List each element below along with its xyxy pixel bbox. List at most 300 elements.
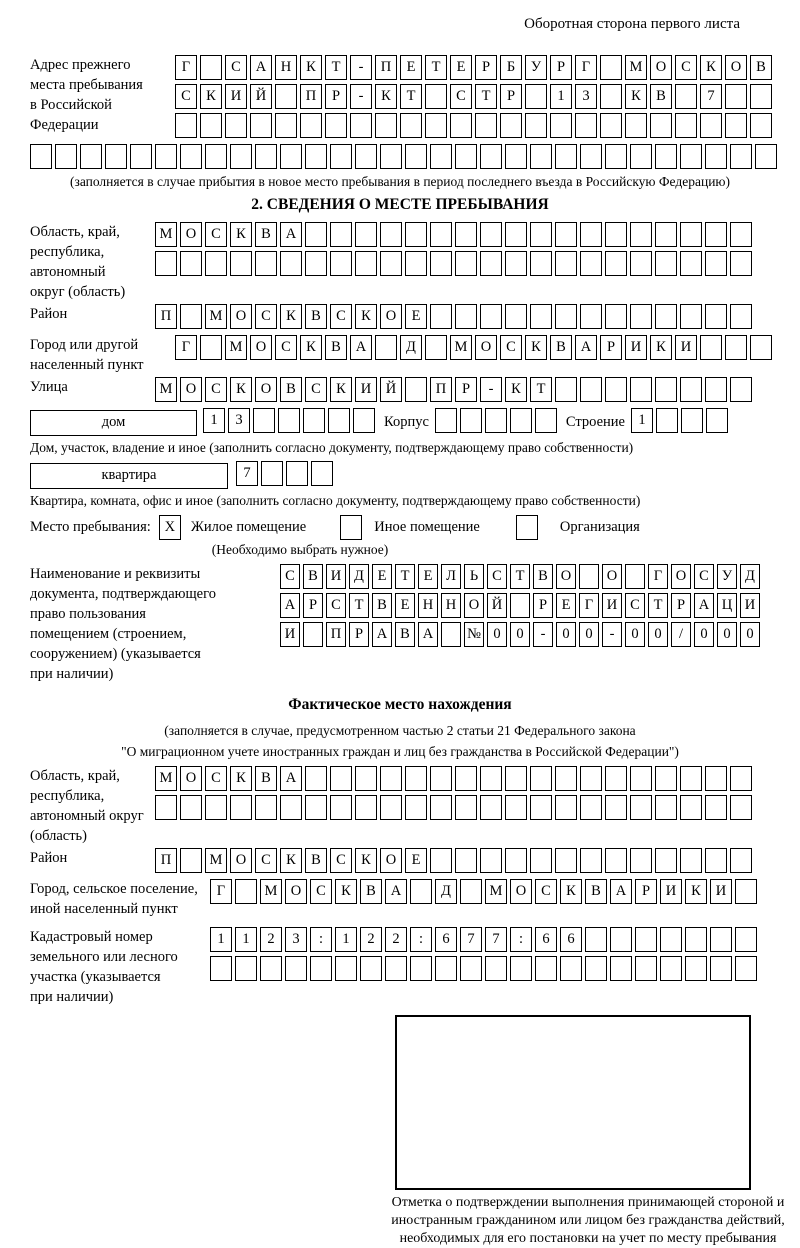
char-cell[interactable]: В	[585, 879, 607, 904]
char-cell[interactable]: №	[464, 622, 484, 647]
char-cell[interactable]: С	[326, 593, 346, 618]
char-cell[interactable]	[280, 251, 302, 276]
char-cell[interactable]: Г	[175, 335, 197, 360]
char-cell[interactable]: Р	[349, 622, 369, 647]
char-cell[interactable]	[255, 144, 277, 169]
char-cell[interactable]: 3	[575, 84, 597, 109]
char-cell[interactable]	[750, 84, 772, 109]
char-cell[interactable]	[630, 222, 652, 247]
char-cell[interactable]	[480, 222, 502, 247]
char-cell[interactable]	[380, 766, 402, 791]
char-cell[interactable]: К	[230, 766, 252, 791]
char-cell[interactable]: С	[255, 848, 277, 873]
char-cell[interactable]: К	[200, 84, 222, 109]
char-cell[interactable]	[305, 251, 327, 276]
char-cell[interactable]: С	[305, 377, 327, 402]
char-cell[interactable]	[705, 251, 727, 276]
char-cell[interactable]: Р	[455, 377, 477, 402]
char-cell[interactable]	[580, 222, 602, 247]
char-cell[interactable]	[410, 956, 432, 981]
char-cell[interactable]	[155, 144, 177, 169]
char-cell[interactable]	[305, 144, 327, 169]
char-cell[interactable]: О	[230, 848, 252, 873]
char-cell[interactable]: Н	[275, 55, 297, 80]
char-cell[interactable]	[480, 251, 502, 276]
char-cell[interactable]: 0	[740, 622, 760, 647]
char-cell[interactable]	[275, 84, 297, 109]
char-cell[interactable]	[655, 222, 677, 247]
char-cell[interactable]	[105, 144, 127, 169]
char-cell[interactable]: А	[280, 766, 302, 791]
char-cell[interactable]	[30, 144, 52, 169]
char-cell[interactable]: В	[325, 335, 347, 360]
char-cell[interactable]	[285, 956, 307, 981]
char-cell[interactable]	[385, 956, 407, 981]
char-cell[interactable]: 0	[487, 622, 507, 647]
char-cell[interactable]	[250, 113, 272, 138]
char-cell[interactable]: Г	[579, 593, 599, 618]
char-cell[interactable]: Й	[380, 377, 402, 402]
char-cell[interactable]: Г	[575, 55, 597, 80]
char-cell[interactable]: 0	[717, 622, 737, 647]
char-cell[interactable]	[660, 927, 682, 952]
char-cell[interactable]	[280, 795, 302, 820]
char-cell[interactable]	[630, 304, 652, 329]
char-cell[interactable]: -	[350, 55, 372, 80]
char-cell[interactable]	[580, 848, 602, 873]
char-cell[interactable]	[580, 377, 602, 402]
char-cell[interactable]	[555, 144, 577, 169]
char-cell[interactable]: С	[310, 879, 332, 904]
char-cell[interactable]	[656, 408, 678, 433]
char-cell[interactable]: Ь	[464, 564, 484, 589]
char-cell[interactable]	[286, 461, 308, 486]
char-cell[interactable]: О	[255, 377, 277, 402]
char-cell[interactable]: О	[602, 564, 622, 589]
char-cell[interactable]: 0	[556, 622, 576, 647]
char-cell[interactable]: Н	[418, 593, 438, 618]
char-cell[interactable]: Д	[349, 564, 369, 589]
char-cell[interactable]	[555, 848, 577, 873]
char-cell[interactable]: М	[155, 222, 177, 247]
char-cell[interactable]: Н	[441, 593, 461, 618]
char-cell[interactable]	[705, 304, 727, 329]
char-cell[interactable]: А	[372, 622, 392, 647]
char-cell[interactable]: Т	[530, 377, 552, 402]
char-cell[interactable]	[605, 222, 627, 247]
char-cell[interactable]	[355, 795, 377, 820]
char-cell[interactable]	[350, 113, 372, 138]
char-cell[interactable]: С	[330, 848, 352, 873]
char-cell[interactable]: Т	[648, 593, 668, 618]
char-cell[interactable]: П	[430, 377, 452, 402]
char-cell[interactable]: С	[275, 335, 297, 360]
char-cell[interactable]	[405, 144, 427, 169]
char-cell[interactable]	[605, 144, 627, 169]
char-cell[interactable]	[730, 144, 752, 169]
char-cell[interactable]: И	[675, 335, 697, 360]
char-cell[interactable]	[705, 144, 727, 169]
char-cell[interactable]: С	[450, 84, 472, 109]
char-cell[interactable]	[610, 927, 632, 952]
char-cell[interactable]: С	[330, 304, 352, 329]
char-cell[interactable]	[353, 408, 375, 433]
char-cell[interactable]	[80, 144, 102, 169]
char-cell[interactable]: М	[625, 55, 647, 80]
char-cell[interactable]	[685, 927, 707, 952]
char-cell[interactable]: Й	[487, 593, 507, 618]
char-cell[interactable]: У	[525, 55, 547, 80]
char-cell[interactable]	[405, 222, 427, 247]
char-cell[interactable]	[330, 144, 352, 169]
char-cell[interactable]: /	[671, 622, 691, 647]
char-cell[interactable]	[735, 927, 757, 952]
char-cell[interactable]	[600, 113, 622, 138]
char-cell[interactable]	[405, 251, 427, 276]
char-cell[interactable]: Г	[210, 879, 232, 904]
char-cell[interactable]: 1	[210, 927, 232, 952]
char-cell[interactable]: В	[372, 593, 392, 618]
char-cell[interactable]	[580, 251, 602, 276]
char-cell[interactable]	[375, 113, 397, 138]
char-cell[interactable]	[605, 377, 627, 402]
char-cell[interactable]	[425, 113, 447, 138]
char-cell[interactable]	[675, 113, 697, 138]
char-cell[interactable]	[680, 251, 702, 276]
char-cell[interactable]: С	[205, 222, 227, 247]
char-cell[interactable]: 1	[631, 408, 653, 433]
char-cell[interactable]	[210, 956, 232, 981]
char-cell[interactable]	[630, 377, 652, 402]
char-cell[interactable]	[710, 927, 732, 952]
char-cell[interactable]	[205, 795, 227, 820]
char-cell[interactable]: -	[350, 84, 372, 109]
char-cell[interactable]	[610, 956, 632, 981]
char-cell[interactable]	[430, 222, 452, 247]
char-cell[interactable]	[706, 408, 728, 433]
char-cell[interactable]: Ц	[717, 593, 737, 618]
char-cell[interactable]: В	[533, 564, 553, 589]
char-cell[interactable]	[530, 848, 552, 873]
char-cell[interactable]	[580, 766, 602, 791]
char-cell[interactable]: В	[305, 304, 327, 329]
char-cell[interactable]	[400, 113, 422, 138]
char-cell[interactable]: М	[155, 377, 177, 402]
char-cell[interactable]	[430, 766, 452, 791]
char-cell[interactable]	[405, 766, 427, 791]
char-cell[interactable]: И	[326, 564, 346, 589]
char-cell[interactable]	[205, 144, 227, 169]
char-cell[interactable]	[405, 795, 427, 820]
char-cell[interactable]: О	[180, 222, 202, 247]
char-cell[interactable]	[380, 222, 402, 247]
char-cell[interactable]	[535, 408, 557, 433]
char-cell[interactable]	[435, 408, 457, 433]
char-cell[interactable]	[230, 144, 252, 169]
char-cell[interactable]	[261, 461, 283, 486]
char-cell[interactable]	[305, 795, 327, 820]
char-cell[interactable]	[730, 848, 752, 873]
char-cell[interactable]: К	[280, 848, 302, 873]
char-cell[interactable]: 6	[560, 927, 582, 952]
char-cell[interactable]: Т	[325, 55, 347, 80]
char-cell[interactable]	[460, 879, 482, 904]
char-cell[interactable]: К	[300, 55, 322, 80]
char-cell[interactable]: 1	[203, 408, 225, 433]
char-cell[interactable]	[630, 251, 652, 276]
char-cell[interactable]	[510, 408, 532, 433]
char-cell[interactable]: 2	[260, 927, 282, 952]
char-cell[interactable]	[700, 335, 722, 360]
char-cell[interactable]	[655, 377, 677, 402]
char-cell[interactable]	[680, 222, 702, 247]
char-cell[interactable]: И	[625, 335, 647, 360]
char-cell[interactable]	[480, 304, 502, 329]
char-cell[interactable]	[230, 795, 252, 820]
char-cell[interactable]	[505, 251, 527, 276]
char-cell[interactable]: В	[750, 55, 772, 80]
char-cell[interactable]	[505, 848, 527, 873]
char-cell[interactable]	[579, 564, 599, 589]
char-cell[interactable]: 2	[360, 927, 382, 952]
char-cell[interactable]: О	[180, 766, 202, 791]
char-cell[interactable]: М	[485, 879, 507, 904]
char-cell[interactable]: 0	[510, 622, 530, 647]
char-cell[interactable]	[725, 335, 747, 360]
char-cell[interactable]	[650, 113, 672, 138]
char-cell[interactable]	[605, 848, 627, 873]
char-cell[interactable]	[330, 766, 352, 791]
char-cell[interactable]: А	[280, 222, 302, 247]
char-cell[interactable]	[555, 377, 577, 402]
char-cell[interactable]	[430, 848, 452, 873]
char-cell[interactable]: Т	[425, 55, 447, 80]
char-cell[interactable]	[730, 304, 752, 329]
char-cell[interactable]	[655, 144, 677, 169]
char-cell[interactable]: С	[675, 55, 697, 80]
char-cell[interactable]	[180, 795, 202, 820]
char-cell[interactable]	[435, 956, 457, 981]
char-cell[interactable]	[680, 766, 702, 791]
char-cell[interactable]	[360, 956, 382, 981]
char-cell[interactable]	[605, 795, 627, 820]
char-cell[interactable]: У	[717, 564, 737, 589]
char-cell[interactable]	[555, 795, 577, 820]
char-cell[interactable]: К	[560, 879, 582, 904]
char-cell[interactable]	[455, 222, 477, 247]
char-cell[interactable]: 0	[694, 622, 714, 647]
char-cell[interactable]	[278, 408, 300, 433]
char-cell[interactable]	[655, 766, 677, 791]
char-cell[interactable]: Е	[395, 593, 415, 618]
char-cell[interactable]: Р	[475, 55, 497, 80]
char-cell[interactable]: 1	[235, 927, 257, 952]
char-cell[interactable]: П	[375, 55, 397, 80]
char-cell[interactable]: Г	[175, 55, 197, 80]
char-cell[interactable]: А	[350, 335, 372, 360]
char-cell[interactable]: М	[205, 848, 227, 873]
char-cell[interactable]	[200, 113, 222, 138]
char-cell[interactable]: О	[230, 304, 252, 329]
char-cell[interactable]: Е	[556, 593, 576, 618]
char-cell[interactable]: А	[250, 55, 272, 80]
char-cell[interactable]: Р	[325, 84, 347, 109]
char-cell[interactable]: Е	[372, 564, 392, 589]
char-cell[interactable]: В	[255, 222, 277, 247]
char-cell[interactable]: О	[650, 55, 672, 80]
char-cell[interactable]: В	[550, 335, 572, 360]
char-cell[interactable]: 1	[550, 84, 572, 109]
char-cell[interactable]	[155, 795, 177, 820]
char-cell[interactable]: -	[533, 622, 553, 647]
char-cell[interactable]	[230, 251, 252, 276]
char-cell[interactable]	[600, 55, 622, 80]
char-cell[interactable]	[505, 144, 527, 169]
stay-checkbox-zhiloe[interactable]: X	[159, 515, 181, 540]
char-cell[interactable]: С	[625, 593, 645, 618]
char-cell[interactable]: О	[556, 564, 576, 589]
char-cell[interactable]: М	[205, 304, 227, 329]
char-cell[interactable]	[630, 144, 652, 169]
char-cell[interactable]	[485, 956, 507, 981]
char-cell[interactable]: -	[480, 377, 502, 402]
char-cell[interactable]: И	[602, 593, 622, 618]
char-cell[interactable]	[355, 144, 377, 169]
char-cell[interactable]: Т	[349, 593, 369, 618]
char-cell[interactable]	[510, 956, 532, 981]
char-cell[interactable]: Т	[395, 564, 415, 589]
char-cell[interactable]: О	[380, 304, 402, 329]
char-cell[interactable]	[535, 956, 557, 981]
char-cell[interactable]	[585, 956, 607, 981]
char-cell[interactable]	[580, 144, 602, 169]
char-cell[interactable]: В	[280, 377, 302, 402]
char-cell[interactable]	[660, 956, 682, 981]
char-cell[interactable]: В	[395, 622, 415, 647]
char-cell[interactable]: Л	[441, 564, 461, 589]
char-cell[interactable]	[180, 251, 202, 276]
char-cell[interactable]	[705, 795, 727, 820]
char-cell[interactable]: К	[375, 84, 397, 109]
char-cell[interactable]: Б	[500, 55, 522, 80]
char-cell[interactable]: В	[255, 766, 277, 791]
char-cell[interactable]	[725, 113, 747, 138]
char-cell[interactable]: В	[650, 84, 672, 109]
char-cell[interactable]	[505, 766, 527, 791]
char-cell[interactable]: О	[510, 879, 532, 904]
char-cell[interactable]	[180, 144, 202, 169]
char-cell[interactable]	[625, 113, 647, 138]
char-cell[interactable]	[255, 251, 277, 276]
char-cell[interactable]: К	[300, 335, 322, 360]
char-cell[interactable]: П	[326, 622, 346, 647]
char-cell[interactable]	[735, 879, 757, 904]
char-cell[interactable]	[735, 956, 757, 981]
char-cell[interactable]	[500, 113, 522, 138]
char-cell[interactable]	[635, 927, 657, 952]
char-cell[interactable]	[530, 144, 552, 169]
char-cell[interactable]	[455, 848, 477, 873]
char-cell[interactable]	[605, 766, 627, 791]
char-cell[interactable]	[225, 113, 247, 138]
char-cell[interactable]	[625, 564, 645, 589]
char-cell[interactable]: :	[510, 927, 532, 952]
char-cell[interactable]	[555, 251, 577, 276]
char-cell[interactable]: 7	[236, 461, 258, 486]
char-cell[interactable]: С	[205, 377, 227, 402]
char-cell[interactable]	[460, 956, 482, 981]
char-cell[interactable]	[530, 795, 552, 820]
char-cell[interactable]	[750, 113, 772, 138]
char-cell[interactable]	[255, 795, 277, 820]
char-cell[interactable]	[575, 113, 597, 138]
char-cell[interactable]	[175, 113, 197, 138]
char-cell[interactable]: :	[310, 927, 332, 952]
char-cell[interactable]	[730, 222, 752, 247]
char-cell[interactable]	[530, 222, 552, 247]
char-cell[interactable]: 6	[535, 927, 557, 952]
char-cell[interactable]	[450, 113, 472, 138]
char-cell[interactable]	[680, 848, 702, 873]
char-cell[interactable]: К	[525, 335, 547, 360]
char-cell[interactable]: Р	[550, 55, 572, 80]
char-cell[interactable]	[725, 84, 747, 109]
char-cell[interactable]: Т	[475, 84, 497, 109]
char-cell[interactable]	[680, 377, 702, 402]
char-cell[interactable]	[560, 956, 582, 981]
char-cell[interactable]: А	[694, 593, 714, 618]
char-cell[interactable]	[530, 251, 552, 276]
char-cell[interactable]	[710, 956, 732, 981]
stay-checkbox-inoe[interactable]	[340, 515, 362, 540]
char-cell[interactable]	[630, 848, 652, 873]
char-cell[interactable]	[325, 113, 347, 138]
char-cell[interactable]: 7	[460, 927, 482, 952]
char-cell[interactable]: А	[385, 879, 407, 904]
char-cell[interactable]	[55, 144, 77, 169]
char-cell[interactable]: О	[380, 848, 402, 873]
char-cell[interactable]: М	[225, 335, 247, 360]
char-cell[interactable]: П	[300, 84, 322, 109]
char-cell[interactable]	[455, 304, 477, 329]
char-cell[interactable]	[480, 766, 502, 791]
char-cell[interactable]: 7	[485, 927, 507, 952]
char-cell[interactable]	[655, 304, 677, 329]
char-cell[interactable]	[730, 795, 752, 820]
char-cell[interactable]: Р	[671, 593, 691, 618]
char-cell[interactable]: К	[355, 304, 377, 329]
char-cell[interactable]	[750, 335, 772, 360]
char-cell[interactable]	[681, 408, 703, 433]
char-cell[interactable]	[505, 222, 527, 247]
char-cell[interactable]	[280, 144, 302, 169]
char-cell[interactable]	[600, 84, 622, 109]
char-cell[interactable]	[441, 622, 461, 647]
char-cell[interactable]	[355, 766, 377, 791]
char-cell[interactable]	[330, 795, 352, 820]
stay-checkbox-org[interactable]	[516, 515, 538, 540]
char-cell[interactable]: В	[305, 848, 327, 873]
char-cell[interactable]	[580, 795, 602, 820]
char-cell[interactable]	[700, 113, 722, 138]
char-cell[interactable]	[655, 251, 677, 276]
char-cell[interactable]	[655, 848, 677, 873]
char-cell[interactable]	[455, 766, 477, 791]
char-cell[interactable]	[555, 222, 577, 247]
char-cell[interactable]: Р	[635, 879, 657, 904]
char-cell[interactable]: А	[418, 622, 438, 647]
char-cell[interactable]: К	[650, 335, 672, 360]
